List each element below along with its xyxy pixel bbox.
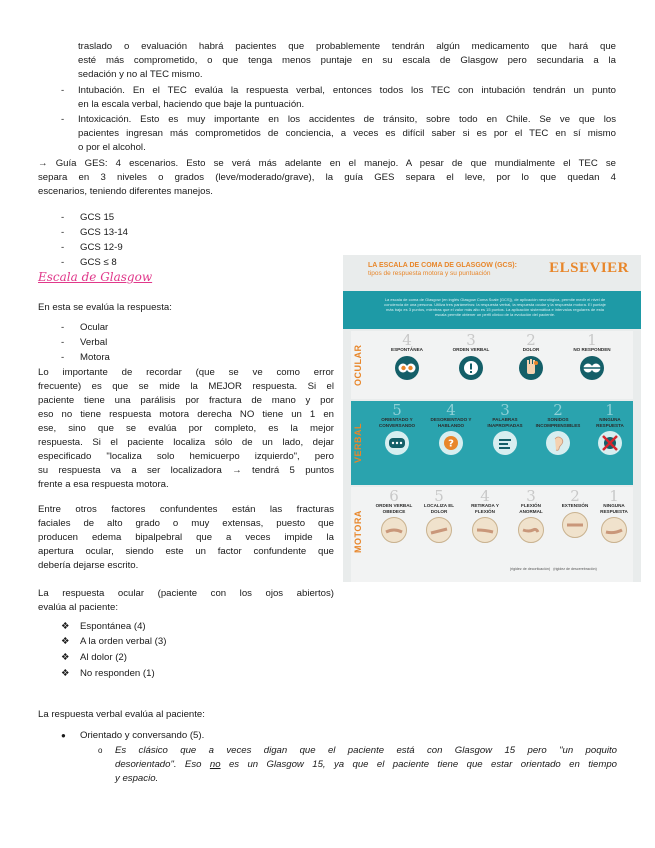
open-eyes-icon (395, 356, 419, 380)
score-label: ORDEN VERBAL (452, 347, 490, 352)
text-line: Es clásico que a veces digan que el paciente está con Glasgow 15 pero "un poquito (115, 745, 617, 756)
score-number: 4 (446, 401, 456, 419)
score-number: 1 (605, 401, 615, 419)
score-label: NINGUNA RESPUESTA (596, 417, 624, 428)
score-label: PALABRAS INAPROPIADAS (487, 417, 523, 428)
verbal-band (351, 401, 633, 485)
score-number: 6 (389, 487, 399, 505)
text-line: esté más comprometido, o que tenga menos puntaje en su escala de Glasgow pero secundaria a la (78, 55, 616, 66)
verbal-col-1 (587, 403, 633, 455)
score-label: FLEXIÓN ANORMAL (519, 503, 543, 514)
text-line: respuesta. Si el paciente localiza sólo de un lado, dejar (38, 437, 334, 448)
text-line: debería dejarse escrito. (38, 560, 139, 571)
score-number: 2 (570, 487, 580, 505)
bullet-dash: - (61, 352, 65, 363)
motora-col-1 (595, 489, 633, 543)
dot-bullet-icon: ● (61, 731, 66, 740)
speech-bubble-icon (385, 431, 409, 455)
infographic-intro (343, 291, 641, 329)
list-item: GCS ≤ 8 (80, 257, 117, 268)
exclamation-icon (459, 356, 483, 380)
list-item: Motora (80, 352, 110, 363)
svg-text:?: ? (448, 438, 454, 450)
arm-icon (426, 517, 452, 543)
paragraph-important (38, 366, 334, 492)
score-number: 3 (466, 331, 476, 349)
score-label: ORIENTADO Y CONVERSANDO (378, 417, 416, 428)
verbal-col-2 (531, 403, 585, 455)
text-line: traslado o evaluación habrá pacientes que probablemente tendrán algún medicamento que hará que (78, 41, 616, 52)
bullet-dash: - (61, 212, 65, 223)
text-line: frente a esa respuesta motora. (38, 479, 169, 490)
score-label: EXTENSIÓN (561, 503, 589, 508)
score-number: 3 (500, 401, 510, 419)
verbal-col-5 (371, 403, 423, 455)
section-title: Escala de Glasgow (38, 270, 153, 284)
text-line: frecuente) es que se mide la MEJOR respuesta. Si el (38, 381, 334, 392)
text-line: apertura ocular, siendo este un factor confundente que (38, 546, 334, 557)
paragraph-verbal-note (115, 744, 617, 786)
text-line: Entre otros factores confundentes están las fracturas (38, 504, 334, 515)
score-number: 3 (526, 487, 536, 505)
text-line: o por el alcohol. (78, 142, 146, 153)
text-span: es un Glasgow 15, ya que el paciente tiene que estar orientado en tiempo (220, 759, 617, 770)
score-label: SONIDOS INCOMPRENSIBLES (535, 417, 581, 428)
list-item: No responden (1) (80, 668, 155, 679)
list-item: Espontánea (4) (80, 621, 146, 632)
ocular-col-2 (505, 333, 557, 380)
bullet-dash: - (61, 114, 65, 125)
bullet-dash: - (61, 227, 65, 238)
motora-col-2 (555, 489, 595, 538)
score-label: ORDEN VERBAL OBEDECE (375, 503, 413, 514)
score-label: DOLOR (522, 347, 540, 352)
motora-col-3 (509, 489, 553, 543)
text-line: Intubación. En el TEC evalúa la respuesta verbal, entonces todos los TEC con intubación tendrán un punto (78, 85, 616, 96)
text-span: desorientado". Eso (115, 759, 210, 770)
motora-col-5 (417, 489, 461, 543)
score-number: 4 (402, 331, 412, 349)
ocular-col-4 (379, 333, 435, 380)
text-icon (493, 431, 517, 455)
list-item: GCS 12-9 (80, 242, 123, 253)
score-label: RETIRADA Y FLEXIÓN (471, 503, 499, 514)
closed-eyes-icon (580, 356, 604, 380)
text-line: Lo importante de recordar (que se ve como error (38, 367, 334, 378)
infographic-header (343, 255, 641, 291)
evaluates-intro: En esta se evalúa la respuesta: (38, 302, 172, 313)
ocular-col-3 (443, 333, 499, 380)
ear-icon (546, 431, 570, 455)
paragraph-ocular-intro (38, 587, 334, 615)
arm-icon (472, 517, 498, 543)
arm-icon (381, 517, 407, 543)
text-line: escenarios, teniendo diferentes manejos. (38, 186, 213, 197)
glasgow-infographic (343, 255, 641, 582)
diamond-bullet-icon: ❖ (61, 636, 70, 647)
score-label: NINGUNA RESPUESTA (600, 503, 628, 514)
circle-bullet-icon: o (98, 746, 103, 755)
list-item: Verbal (80, 337, 108, 348)
motora-band (351, 487, 633, 582)
score-number: 4 (480, 487, 490, 505)
pain-hand-icon (519, 356, 543, 380)
text-line: especificado "localiza solo hemicuerpo izquierdo", pero (38, 451, 334, 462)
text-line: paciente tiene una parálisis por fractura de mano y por (38, 395, 334, 406)
underlined-word: no (209, 759, 221, 770)
paragraph-intubation (78, 84, 616, 112)
infographic-intro-text: La escala de coma de Glasgow (en inglés Glasgow Coma Scale [GCS]), de aplicación neurológica, permite medir el nivel de conciencia de una persona. Utiliza tres parámetros: la respuesta verbal, la respuesta ocular y la respuesta motora. El puntaje más bajo es 3 puntos, mientras que el valor más alto es 15 puntos. La aplicación sistemática e intervalos regulares de esta escala permite obtener un perfil clínico de la evolución del paciente. (384, 297, 606, 317)
list-item: GCS 13-14 (80, 227, 128, 238)
infographic-subtitle: tipos de respuesta motora y su puntuación (368, 270, 491, 277)
bullet-dash: - (61, 337, 65, 348)
bullet-dash: - (61, 242, 65, 253)
score-number: 5 (434, 487, 444, 505)
text-line: → Guía GES: 4 escenarios. Esto se verá más adelante en el manejo. A pesar de que mundialmente el TEC se (38, 158, 616, 169)
score-label: DESORIENTADO Y HABLANDO (430, 417, 472, 428)
verbal-intro: La respuesta verbal evalúa al paciente: (38, 709, 205, 720)
motora-col-6 (371, 489, 417, 543)
list-item: Al dolor (2) (80, 652, 127, 663)
text-line: su respuesta va a ser localizadora → tendrá 5 puntos (38, 465, 334, 476)
infographic-title: LA ESCALA DE COMA DE GLASGOW (GCS): (368, 262, 517, 269)
list-item: A la orden verbal (3) (80, 636, 167, 647)
score-label: LOCALIZA EL DOLOR (423, 503, 455, 514)
diamond-bullet-icon: ❖ (61, 652, 70, 663)
list-item: Ocular (80, 322, 109, 333)
motora-col-4 (463, 489, 507, 543)
text-line (115, 758, 617, 772)
score-number: 5 (392, 401, 402, 419)
text-line: sedación y no al TEC mismo. (78, 69, 203, 80)
diamond-bullet-icon: ❖ (61, 621, 70, 632)
text-line: producen edema bipalpebral que a veces impide la (38, 532, 334, 543)
score-label: NO RESPONDEN (573, 347, 611, 352)
text-line: separa en 3 niveles o grados (leve/moderado/grave), la guía GES separa el leve, por lo que quedan 4 (38, 172, 616, 183)
score-number: 2 (526, 331, 536, 349)
score-number: 2 (553, 401, 563, 419)
text-line: La respuesta ocular (paciente con los ojos abiertos) (38, 588, 334, 599)
diamond-bullet-icon: ❖ (61, 668, 70, 679)
question-icon (439, 431, 463, 455)
motora-label: MOTORA (353, 510, 363, 554)
paragraph-confounders (38, 503, 334, 573)
verbal-col-4 (425, 403, 477, 455)
text-line: en la escala verbal, haciendo que baje la puntuación. (78, 99, 305, 110)
paragraph-ges (38, 157, 616, 199)
arm-icon (518, 517, 544, 543)
paragraph-intoxication (78, 113, 616, 155)
score-number: 1 (587, 331, 597, 349)
text-line: ese, sino que se evalúa por completo, es la mejor (38, 423, 334, 434)
muted-icon (598, 431, 622, 455)
list-item: GCS 15 (80, 212, 115, 223)
arm-icon (562, 512, 588, 538)
ocular-col-1 (561, 333, 623, 380)
score-label: ESPONTÁNEA (391, 347, 423, 352)
paragraph-sedation (78, 40, 616, 82)
list-item: Orientado y conversando (5). (80, 730, 205, 741)
text-line: evalúa al paciente: (38, 602, 119, 613)
score-number: 1 (609, 487, 619, 505)
verbal-col-3 (479, 403, 531, 455)
text-line: faciales de alto grado o muy extensas, puesto que (38, 518, 334, 529)
text-line: eso no tiene respuesta motora derecha NO tiene un 1 en (38, 409, 334, 420)
decerebration-note: (rigidez de descerebración) (553, 567, 597, 571)
elsevier-logo: ELSEVIER (549, 260, 629, 276)
arm-icon (601, 517, 627, 543)
bullet-dash: - (61, 322, 65, 333)
text-line: Intoxicación. Esto es muy importante en los accidentes de tránsito, sobre todo en Chile. Se ve que los (78, 114, 616, 125)
text-line: pacientes ingresan más comprometidos de conciencia, a veces es difícil saber si es por el TEC en sí mismo (78, 128, 616, 139)
decortication-note: (rigidez de decorticación) (509, 567, 551, 571)
verbal-label: VERBAL (353, 423, 363, 464)
bullet-dash: - (61, 85, 65, 96)
ocular-label: OCULAR (353, 344, 363, 386)
bullet-dash: - (61, 257, 65, 268)
ocular-band (351, 331, 633, 399)
text-line: y espacio. (115, 773, 159, 784)
